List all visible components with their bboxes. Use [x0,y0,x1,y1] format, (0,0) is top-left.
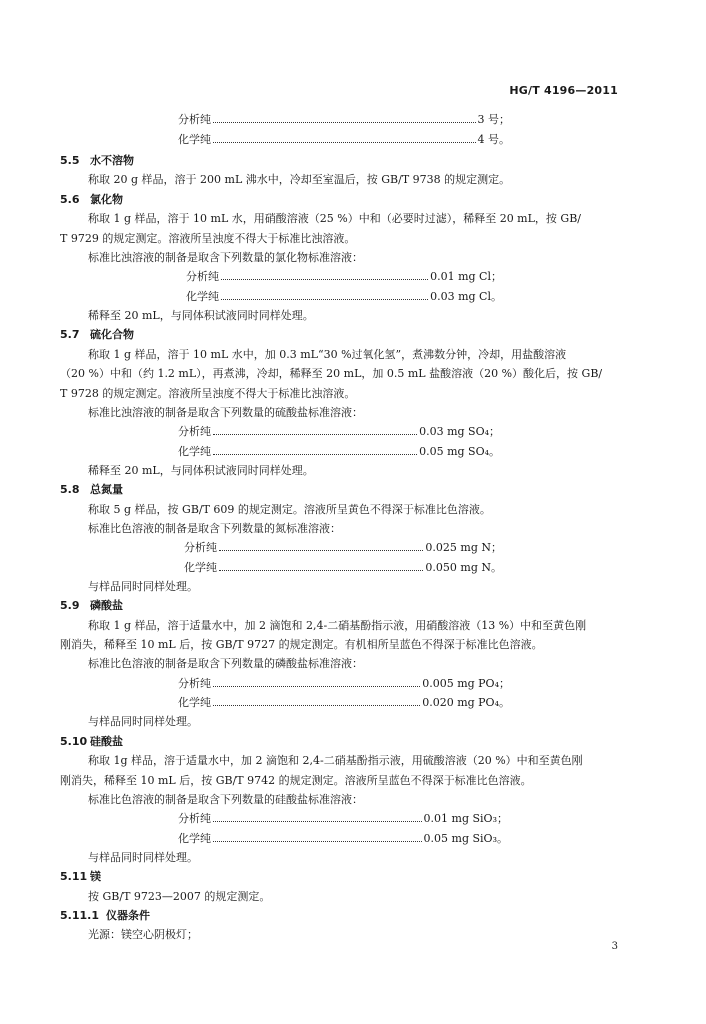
paragraph: 称取 20 g 样品，溶于 200 mL 沸水中，冷却至室温后，按 GB/T 9738 的规定测定。 [88,173,511,186]
section-heading-5-6: 5.6 氯化物 [60,193,123,206]
standard-code: HG/T 4196—2011 [509,84,618,97]
paragraph: 光源：镁空心阴极灯； [88,928,198,941]
paragraph: T 9729 的规定测定。溶液所呈浊度不得大于标准比浊溶液。 [60,232,356,245]
limit-row: 分析纯 0.005 mg PO₄； [178,677,510,690]
limit-row: 分析纯 0.025 mg N； [184,541,502,554]
limit-row: 化学纯 0.020 mg PO₄。 [178,696,510,709]
dot-leader [219,569,423,571]
section-heading-5-11: 5.11 镁 [60,870,101,883]
grade-row-analytical [178,113,510,126]
section-heading-5-11-1: 5.11.1 仪器条件 [60,909,150,922]
dot-leader [213,121,476,123]
dot-leader [219,549,423,551]
grade-label: 化学纯 [178,133,211,146]
paragraph: 称取 5 g 样品，按 GB/T 609 的规定测定。溶液所呈黄色不得深于标准比色溶液。 [88,503,491,516]
section-heading-5-5: 5.5 水不溶物 [60,154,134,167]
paragraph: 称取 1 g 样品，溶于适量水中，加 2 滴饱和 2,4-二硝基酚指示液，用硝酸溶液（13 %）中和至黄色刚 [88,619,587,632]
section-heading-5-10: 5.10 硅酸盐 [60,735,123,748]
limit-row: 化学纯 0.05 mg SO₄。 [178,445,500,458]
paragraph: 标准比色溶液的制备是取含下列数量的氮标准溶液： [88,522,341,535]
limit-row: 分析纯 0.01 mg SiO₃； [178,812,508,825]
dot-leader [221,298,428,300]
dot-leader [213,820,422,822]
grade-value: 4 号。 [477,133,510,146]
paragraph: 与样品同时同样处理。 [88,715,198,728]
dot-leader [221,278,428,280]
paragraph: （20 %）中和（约 1.2 mL），再煮沸，冷却，稀释至 20 mL，加 0.5 mL 盐酸溶液（20 %）酸化后，按 GB/ [60,367,603,380]
grade-row-chemical [178,133,510,146]
paragraph: 与样品同时同样处理。 [88,580,198,593]
paragraph: 与样品同时同样处理。 [88,851,198,864]
paragraph: 稀释至 20 mL，与同体积试液同时同样处理。 [88,309,314,322]
limit-row: 化学纯 0.03 mg Cl。 [186,290,502,303]
paragraph: 标准比浊溶液的制备是取含下列数量的氯化物标准溶液： [88,251,363,264]
paragraph: 称取 1g 样品，溶于适量水中，加 2 滴饱和 2,4-二硝基酚指示液，用硫酸溶液（20 %）中和至黄色刚 [88,754,583,767]
paragraph: 稀释至 20 mL，与同体积试液同时同样处理。 [88,464,314,477]
paragraph: 称取 1 g 样品，溶于 10 mL 水，用硝酸溶液（25 %）中和（必要时过滤），稀释至 20 mL，按 GB/ [88,212,581,225]
dot-leader [213,685,420,687]
dot-leader [213,141,476,143]
dot-leader [213,840,422,842]
dot-leader [213,453,417,455]
grade-label: 分析纯 [178,113,211,126]
section-heading-5-9: 5.9 磷酸盐 [60,599,123,612]
dot-leader [213,433,417,435]
paragraph: 刚消失，稀释至 10 mL 后，按 GB/T 9742 的规定测定。溶液所呈蓝色不得深于标准比色溶液。 [60,774,532,787]
paragraph: 标准比浊溶液的制备是取含下列数量的硫酸盐标准溶液： [88,406,363,419]
paragraph: 刚消失，稀释至 10 mL 后，按 GB/T 9727 的规定测定。有机相所呈蓝色不得深于标准比色溶液。 [60,638,543,651]
dot-leader [213,704,420,706]
paragraph: T 9728 的规定测定。溶液所呈浊度不得大于标准比浊溶液。 [60,387,356,400]
paragraph: 称取 1 g 样品，溶于 10 mL 水中，加 0.3 mL“30 %过氧化氢”，煮沸数分钟，冷却，用盐酸溶液 [88,348,567,361]
paragraph: 标准比色溶液的制备是取含下列数量的磷酸盐标准溶液： [88,657,363,670]
section-heading-5-8: 5.8 总氮量 [60,483,123,496]
paragraph: 标准比色溶液的制备是取含下列数量的硅酸盐标准溶液： [88,793,363,806]
paragraph: 按 GB/T 9723—2007 的规定测定。 [88,890,271,903]
section-heading-5-7: 5.7 硫化合物 [60,328,134,341]
limit-row: 分析纯 0.03 mg SO₄； [178,425,500,438]
limit-row: 化学纯 0.050 mg N。 [184,561,502,574]
limit-row: 化学纯 0.05 mg SiO₃。 [178,832,508,845]
page-number: 3 [611,941,618,952]
limit-row: 分析纯 0.01 mg Cl； [186,270,502,283]
grade-value: 3 号； [477,113,510,126]
